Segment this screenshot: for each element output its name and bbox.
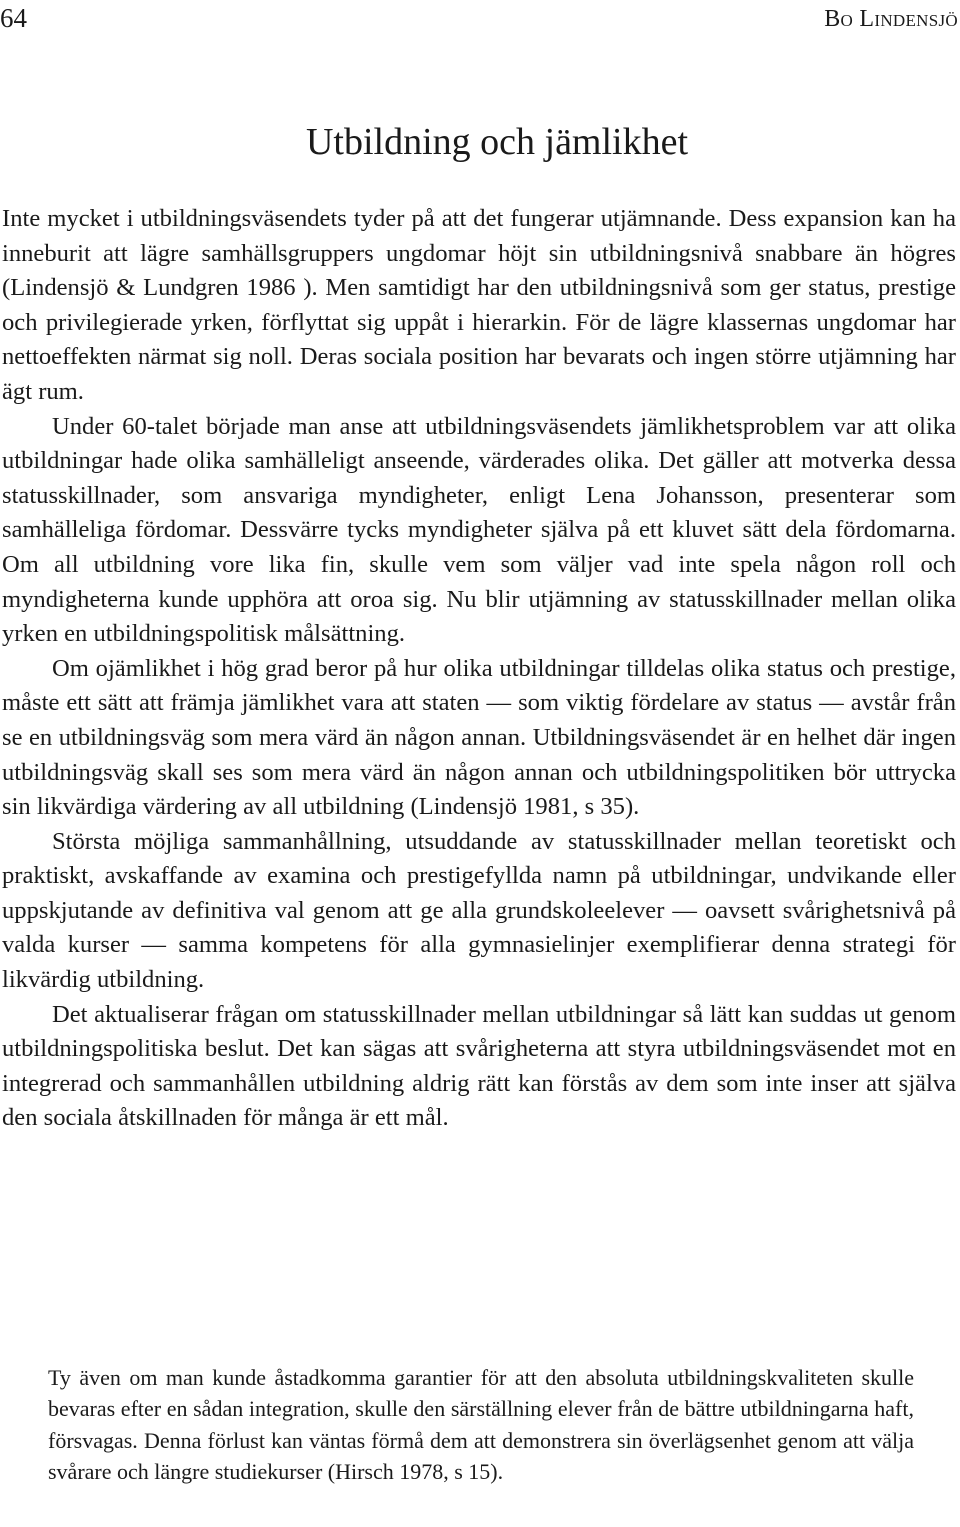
body-text — [2, 202, 956, 1136]
paragraph: Största möjliga sammanhållning, utsuddande av statusskillnader mellan teoretiskt och praktiskt, avskaffande av examina och prestigefyllda namn på utbildningar, undvikande eller uppskjutande av definitiva val genom att ge alla grundskoleelever — oavsett svårighetsnivå på valda kurser — samma kompetens för alla gymnasielinjer exemplifierar denna strategi för likvärdig utbildning. — [2, 827, 956, 994]
page-header — [0, 0, 960, 40]
paragraph: Om ojämlikhet i hög grad beror på hur olika utbildningar tilldelas olika status och prestige, måste ett sätt att främja jämlikhet vara att staten — som viktig fördelare av status — avstår från se en utbildningsväg som mera värd än någon annan. Utbildningsväsendet är en helhet där ingen utbildningsväg skall ses som mera värd än någon annan och utbildningspolitiken bör uttrycka sin likvärdiga värdering av all utbildning (Lindensjö 1981, s 35). — [2, 654, 956, 821]
chapter-title: Utbildning och jämlikhet — [305, 121, 689, 163]
running-head: Bo Lindensjö — [824, 6, 958, 32]
paragraph: Det aktualiserar frågan om statusskillnader mellan utbildningar så lätt kan suddas ut genom utbildningspolitiska beslut. Det kan sägas att svårigheterna att styra utbildningsväsendet mot en integrerad och sammanhållen utbildning aldrig rätt kan förstås av dem som inte inser att själva den sociala åtskillnaden för många är ett mål. — [2, 1000, 956, 1132]
page-number: 64 — [0, 3, 27, 33]
paragraph: Under 60-talet började man anse att utbildningsväsendets jämlikhetsproblem var att olika utbildningar hade olika samhälleligt anseende, värderades olika. Det gäller att motverka dessa statusskillnader, som ansvariga myndigheter, enligt Lena Johansson, presenterar som samhälleliga fördomar. Dessvärre tycks myndigheter själva på ett kluvet sätt dela fördomarna. Om all utbildning vore lika fin, skulle vem som väljer vad inte spela någon roll och myndigheterna kunde upphöra att oroa sig. Nu blir utjämning av statusskillnader mellan olika yrken en utbildningspolitisk målsättning. — [2, 412, 956, 648]
paragraph: Inte mycket i utbildningsväsendets tyder på att det fungerar utjämnande. Dess expansion kan ha inneburit att lägre samhällsgruppers ungdomar höjt sin utbildningsnivå snabbare än högres (Lindensjö & Lundgren 1986 ). Men samtidigt har den utbildningsnivå som ger status, prestige och privilegierade yrken, förflyttat sig uppåt i hierarkin. För de lägre klassernas ungdomar har nettoeffekten närmat sig noll. Deras sociala position har bevarats och ingen större utjämning har ägt rum. — [2, 205, 956, 405]
block-quote: Ty även om man kunde åstadkomma garantier för att den absoluta utbildningskvaliteten skulle bevaras efter en sådan integration, skulle den särställning elever från de bättre utbildningarna haft, försvagas. Denna förlust kan väntas förmå dem att demonstrera sin överlägsenhet genom att välja svårare och längre studiekurser (Hirsch 1978, s 15). — [48, 1365, 914, 1484]
